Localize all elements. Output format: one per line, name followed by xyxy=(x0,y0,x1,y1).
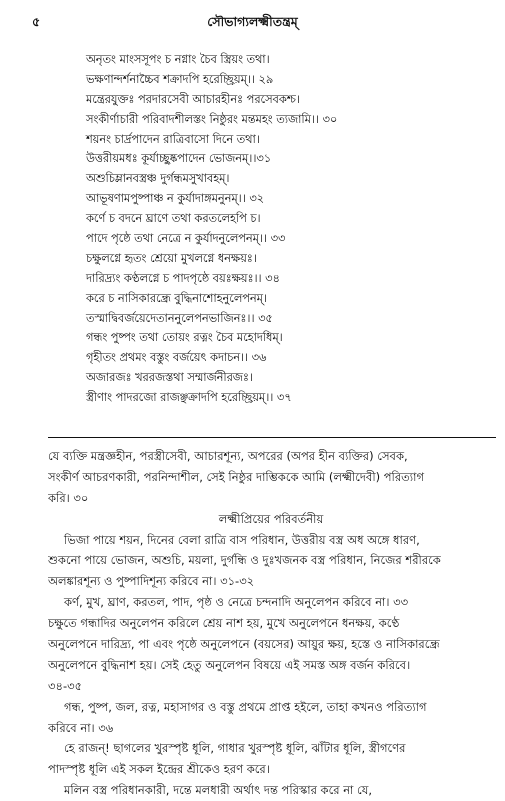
translation-line: কর্ণ, মুখ, ঘ্রাণ, করতল, পাদ, পৃষ্ঠ ও নেত্রে চন্দনাদি অনুলেপন করিবে না। ৩৩ xyxy=(64,595,409,610)
verse-line: মন্ত্রেরযুক্তঃ পরদারসেবী আচারহীনঃ পরসেবকশ্চ। xyxy=(86,92,300,106)
verse-line: পাদে পৃষ্ঠে তথা নেত্রে ন কুর্যাদনুলেপনম্।। ৩৩ xyxy=(86,232,286,246)
verse-line: অশুচিম্লানবস্ত্রঞ্চ দুর্গন্ধমসুখাবহম্। xyxy=(86,172,230,186)
verse-line: উত্তরীয়মধঃ কূর্যাচ্ছুষ্কপাদেন ভোজনম্।।৩১ xyxy=(86,152,272,166)
verse-line: তস্মাদ্বিবর্জয়েদেতাননুলেপনভাজিনঃ।। ৩৫ xyxy=(86,311,273,325)
verse-line: দারিদ্র্যং কণ্ঠলগ্নে চ পাদপৃষ্ঠে বয়ঃক্ষয়ঃ।। ৩৪ xyxy=(86,271,280,285)
verse-line: শয়নং চার্দ্রপাদেন রাত্রিবাসো দিনে তথা। xyxy=(86,132,260,146)
translation-line: ৩৪-৩৫ xyxy=(48,678,83,693)
translation-line: যে ব্যক্তি মন্ত্রজ্ঞহীন, পরস্ত্রীসেবী, আচারশূন্য, অপরের (অপর হীন ব্যক্তির) সেবক, xyxy=(48,449,408,463)
translation-line: অনুলেপনে দারিদ্র্য, পা এবং পৃষ্ঠে অনুলেপনে (বয়সের) আয়ুর ক্ষয়, হস্তে ও নাসিকারন্ধ্রে xyxy=(48,637,440,652)
translation-line: পাদস্পৃষ্ট ধূলি এই সকল ইন্দ্রের শ্রীকেও হরণ করে। xyxy=(48,762,270,777)
translation-line: হে রাজন্! ছাগলের খুরস্পৃষ্ট ধূলি, গাধার খুরস্পৃষ্ট ধূলি, ঝাঁটার ধূলি, স্ত্রীগণের xyxy=(64,741,406,756)
page-title: সৌভাগ্যলক্ষ্মীতন্ত্রম্ xyxy=(207,14,298,29)
sanskrit-verse-block xyxy=(86,50,496,408)
section-heading: লক্ষ্মীপ্রিয়ের পরিবর্তনীয় xyxy=(218,511,324,526)
bengali-translation-block xyxy=(48,446,494,801)
verse-line: কর্ণে চ বদনে ঘ্রাণে তথা করতলেহপি চ। xyxy=(86,212,261,226)
verse-line: করে চ নাসিকারন্ধ্রে বুদ্ধিনাশোহনুলেপনম্। xyxy=(86,291,267,305)
verse-line: আভূষণামপুষ্পাঞ্চ ন কুর্যাদাঙ্গমনুনম্।। ৩২ xyxy=(86,192,265,206)
translation-line: সংকীর্ণ আচরণকারী, পরনিন্দাশীল, সেই নিষ্ঠুর দাম্ভিককে আমি (লক্ষ্মীদেবী) পরিত্যাগ xyxy=(48,469,425,484)
verse-line: অজারজঃ খররজস্তথা সম্মার্জনীরজঃ। xyxy=(86,371,253,385)
verse-line: ভক্ষণান্দর্শনাচ্চৈব শক্রাদপি হরেচ্ছ্রিয়ম্।। ২৯ xyxy=(86,72,274,86)
translation-line: করি। ৩০ xyxy=(48,490,89,505)
translation-line: ভিজা পায়ে শয়ন, দিনের বেলা রাত্রি বাস পরিধান, উত্তরীয় বস্ত্র অধ অঙ্গে ধারণ, xyxy=(64,532,420,547)
page-number: ৫ xyxy=(32,14,41,29)
verse-line: সংকীর্ণাচারী পরিবাদশীলস্তং নিষ্ঠুরং মন্তমহং ত্যজামি।। ৩০ xyxy=(86,112,338,126)
page-header xyxy=(0,14,505,34)
translation-line: শুকনো পায়ে ভোজন, অশুচি, ময়লা, দুর্গন্ধি ও দুঃখজনক বস্ত্র পরিধান, নিজের শরীরকে xyxy=(48,553,441,568)
verse-line: গৃহীতং প্রথমং বস্তুং বর্জয়েৎ কদাচন।। ৩৬ xyxy=(86,351,267,365)
translation-line: অনুলেপনে বুদ্ধিনাশ হয়। সেই হেতু অনুলেপন বিষয়ে এই সমস্ত অঙ্গ বর্জন করিবে। xyxy=(48,657,411,672)
section-divider xyxy=(48,437,496,438)
verse-line: চক্ষুলগ্নে হৃতং শ্রেয়ো মুখলগ্নে ধনক্ষয়ঃ। xyxy=(86,251,257,265)
translation-line: চক্ষুতে গন্ধাদির অনুলেপন করিলে শ্রেয় নাশ হয়, মুখে অনুলেপনে ধনক্ষয়, কণ্ঠে xyxy=(48,616,400,631)
verse-line: অনৃতং মাংসসূপং চ নগ্নাং চৈব স্ত্রিয়ং তথা। xyxy=(86,53,270,66)
translation-line: অলঙ্কারশূন্য ও পুষ্পাদিশূন্য করিবে না। ৩১-৩২ xyxy=(48,574,255,589)
translation-line: মলিন বস্ত্র পরিধানকারী, দন্তে মলধারী অর্থাৎ দন্ত পরিস্কার করে না যে, xyxy=(64,783,372,798)
translation-line: গন্ধ, পুষ্প, জল, রত্ন, মহাসাগর ও বস্তু প্রথমে প্রাপ্ত হইলে, তাহা কখনও পরিত্যাগ xyxy=(64,699,427,714)
verse-line: গন্ধং পুষ্পং তথা তোয়ং রত্নং চৈব মহোদধিম্। xyxy=(86,331,283,345)
translation-line: করিবে না। ৩৬ xyxy=(48,720,114,735)
verse-line: স্ত্রীণাং পাদরজো রাজঞ্ছক্রাদপি হরেচ্ছ্রিয়ম্।। ৩৭ xyxy=(86,391,292,405)
